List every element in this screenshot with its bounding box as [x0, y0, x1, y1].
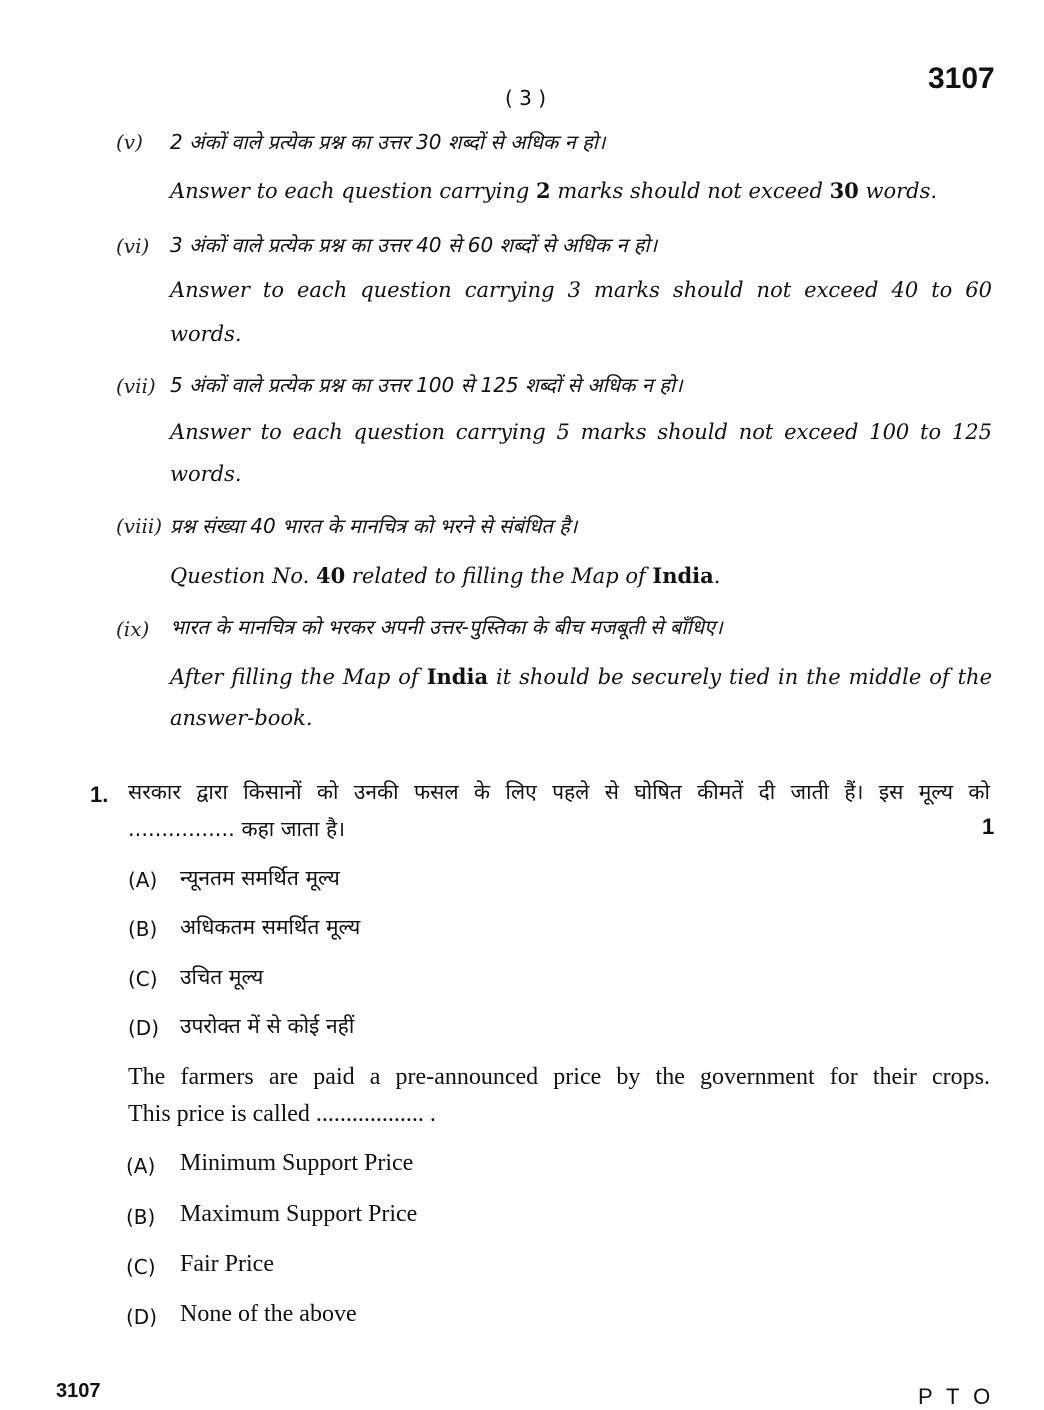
instruction-hindi: भारत के मानचित्र को भरकर अपनी उत्तर-पुस्तिका के बीच मजबूती से बाँधिए। [170, 615, 723, 639]
option-label: (C) [126, 1255, 156, 1279]
question-english: This price is called .................. . [128, 1101, 436, 1127]
pto-label: P T O [918, 1384, 995, 1409]
option-text: None of the above [180, 1301, 357, 1327]
question-number: 1. [90, 782, 109, 807]
instruction-english: words. [170, 322, 242, 346]
instruction-english: After filling the Map of India it should be securely tied in the middle of the [170, 664, 992, 689]
question-hindi: सरकार द्वारा किसानों को उनकी फसल के लिए पहले से घोषित कीमतें दी जाती हैं। इस मूल्य को [128, 780, 990, 804]
instruction-english: Answer to each question carrying 3 marks should not exceed 40 to 60 [170, 278, 992, 302]
option-text: अधिकतम समर्थित मूल्य [180, 915, 361, 939]
instruction-hindi: 2 अंकों वाले प्रत्येक प्रश्न का उत्तर 30 शब्दों से अधिक न हो। [170, 130, 606, 154]
option-text: उचित मूल्य [180, 965, 264, 989]
option-text: Minimum Support Price [180, 1150, 414, 1176]
instruction-number: (v) [116, 130, 143, 154]
option-label: (A) [128, 868, 158, 892]
instruction-hindi: 5 अंकों वाले प्रत्येक प्रश्न का उत्तर 100 से 125 शब्दों से अधिक न हो। [170, 373, 683, 397]
instruction-english: words. [170, 462, 242, 486]
page-number: ( 3 ) [505, 86, 547, 110]
option-label: (D) [128, 1016, 160, 1040]
paper-code-footer: 3107 [56, 1380, 101, 1402]
option-text: न्यूनतम समर्थित मूल्य [180, 866, 340, 890]
instruction-english: Question No. 40 related to filling the Map of India. [170, 563, 721, 588]
option-label: (C) [128, 967, 158, 991]
option-text: Maximum Support Price [180, 1201, 418, 1227]
option-label: (B) [128, 917, 158, 941]
option-label: (B) [126, 1205, 156, 1229]
instruction-number: (ix) [116, 617, 150, 641]
instruction-hindi: प्रश्न संख्या 40 भारत के मानचित्र को भरने से संबंधित है। [170, 514, 578, 538]
instruction-english: answer-book. [170, 706, 313, 730]
option-text: उपरोक्त में से कोई नहीं [180, 1014, 355, 1038]
option-label: (A) [126, 1154, 156, 1178]
instruction-english: Answer to each question carrying 2 marks should not exceed 30 words. [170, 178, 938, 203]
question-hindi: ................ कहा जाता है। [128, 817, 346, 841]
instruction-number: (vii) [116, 374, 156, 398]
instruction-number: (viii) [116, 514, 163, 538]
instruction-number: (vi) [116, 234, 150, 258]
instruction-hindi: 3 अंकों वाले प्रत्येक प्रश्न का उत्तर 40 से 60 शब्दों से अधिक न हो। [170, 233, 658, 257]
question-english: The farmers are paid a pre-announced price by the government for their crops. [128, 1064, 990, 1090]
question-marks: 1 [982, 814, 995, 839]
instruction-english: Answer to each question carrying 5 marks should not exceed 100 to 125 [170, 420, 992, 444]
option-label: (D) [126, 1305, 158, 1329]
paper-code-header: 3107 [928, 62, 995, 95]
option-text: Fair Price [180, 1251, 274, 1277]
